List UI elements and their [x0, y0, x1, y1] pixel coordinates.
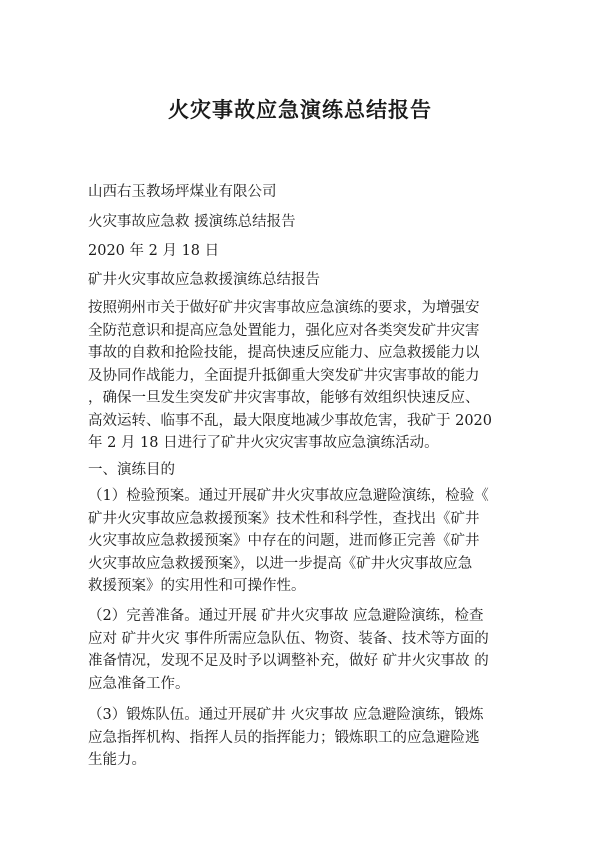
document-title: 火灾事故应急演练总结报告 [168, 97, 432, 122]
intro-paragraph [88, 297, 528, 455]
paragraph-line: 救援预案》的实用性和可操作性。 [88, 578, 306, 594]
report-subtitle: 火灾事故应急救 援演练总结报告 [88, 214, 296, 230]
paragraph-line: 应急指挥机构、指挥人员的指挥能力；锻炼职工的应急避险逃 [88, 729, 480, 746]
item-2-paragraph [88, 605, 528, 695]
paragraph-line: 火灾事故应急救援预案》中存在的问题，进而修正完善《矿井 [88, 533, 480, 549]
paragraph-line: （3）锻炼队伍。通过开展矿井 火灾事故 应急避险演练，锻炼 [88, 707, 484, 723]
paragraph-line: 及协同作战能力，全面提升抵御重大突发矿井灾害事故的能力 [88, 367, 480, 384]
paragraph-line: 应急准备工作。 [88, 675, 190, 692]
paragraph-line: 高效运转、临事不乱，最大限度地减少事故危害，我矿于 2020 [88, 412, 493, 429]
report-date: 2020 年 2 月 18 日 [88, 243, 220, 259]
paragraph-line: （1）检验预案。通过开展矿井火灾事故应急避险演练，检验《 [88, 488, 489, 504]
item-3-paragraph [88, 704, 528, 772]
paragraph-line: 准备情况，发现不足及时予以调整补充，做好 矿井火灾事故 的 [88, 653, 489, 669]
paragraph-line: 全防范意识和提高应急处置能力，强化应对各类突发矿井灾害 [88, 322, 480, 339]
paragraph-line: （2）完善准备。通过开展 矿井火灾事故 应急避险演练，检查 [88, 608, 484, 624]
paragraph-line: ，确保一旦发生突发矿井灾害事故，能够有效组织快速反应、 [88, 390, 480, 406]
paragraph-line: 火灾事故应急救援预案》，以进一步提高《矿井火灾事故应急 [88, 555, 473, 572]
paragraph-line: 事故的自救和抢险技能，提高快速反应能力、应急救援能力以 [88, 345, 480, 361]
paragraph-line: 年 2 月 18 日进行了矿井火灾灾害事故应急演练活动。 [88, 435, 439, 451]
paragraph-line: 按照朔州市关于做好矿井灾害事故应急演练的要求，为增强安 [88, 300, 480, 316]
report-heading: 矿井火灾事故应急救援演练总结报告 [88, 272, 320, 288]
paragraph-line: 生能力。 [88, 752, 146, 768]
paragraph-line: 应对 矿井火灾 事件所需应急队伍、物资、装备、技术等方面的 [88, 630, 489, 647]
item-1-paragraph [88, 485, 528, 598]
company-name: 山西右玉教场坪煤业有限公司 [88, 184, 277, 200]
section-heading: 一、演练目的 [88, 462, 175, 478]
paragraph-line: 矿井火灾事故应急救援预案》技术性和科学性，查找出《矿井 [88, 510, 480, 527]
